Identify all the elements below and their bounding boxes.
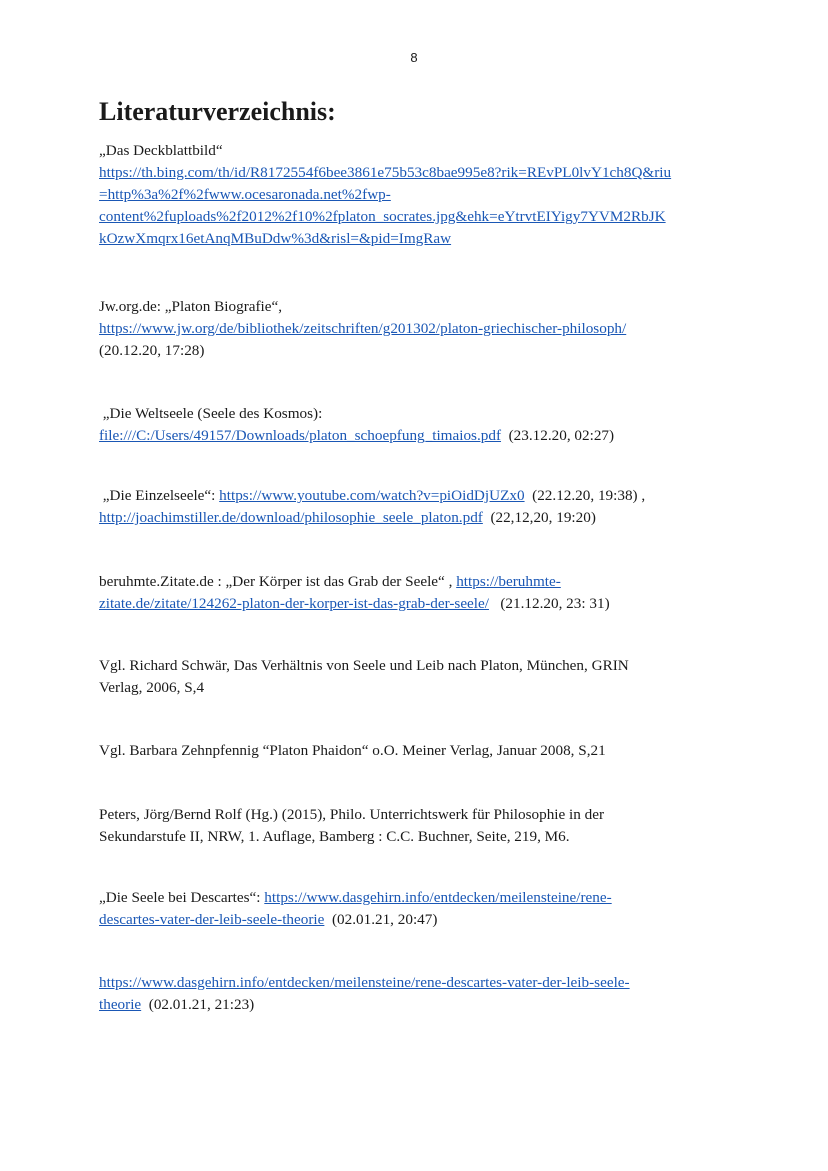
reference-dasgehirn [99, 972, 739, 1016]
reference-weltseele [99, 403, 739, 447]
dasgehirn-second-link-part-2[interactable]: theorie [99, 996, 142, 1013]
reference-einzelseele [99, 485, 739, 529]
reference-prefix: beruhmte.Zitate.de : „Der Körper ist das Grab der Seele“ , [99, 573, 457, 590]
reference-descartes [99, 887, 739, 931]
dasgehirn-link-part-1[interactable]: https://www.dasgehirn.info/entdecken/meilensteine/rene- [264, 889, 612, 906]
bing-image-link-line-2[interactable]: =http%3a%2f%2fwww.ocesaronada.net%2fwp- [99, 186, 391, 203]
reference-prefix: „Die Einzelseele“: [99, 487, 220, 504]
reference-text-line-1: Vgl. Barbara Zehnpfennig “Platon Phaidon“ o.O. Meiner Verlag, Januar 2008, S,21 [99, 742, 606, 759]
reference-prefix: „Die Seele bei Descartes“: [99, 889, 265, 906]
reference-text-line-1: Vgl. Richard Schwär, Das Verhältnis von Seele und Leib nach Platon, München, GRIN [99, 657, 629, 674]
reference-platon-biografie [99, 296, 739, 362]
access-date: (21.12.20, 23: 31) [488, 595, 610, 612]
reference-text-line-2: Sekundarstufe II, NRW, 1. Auflage, Bamberg : C.C. Buchner, Seite, 219, M6. [99, 828, 570, 845]
beruhmte-zitate-link-part-2[interactable]: zitate.de/zitate/124262-platon-der-korper-ist-das-grab-der-seele/ [99, 595, 489, 612]
access-date: (23.12.20, 02:27) [501, 427, 615, 444]
beruhmte-zitate-link-part-1[interactable]: https://beruhmte- [456, 573, 561, 590]
reference-koerper-grab [99, 571, 739, 615]
reference-label: „Das Deckblattbild“ [99, 142, 223, 159]
bing-image-link-line-1[interactable]: https://th.bing.com/th/id/R8172554f6bee3861e75b53c8bae995e8?rik=REvPL0lvY1ch8Q&riu [99, 164, 672, 181]
access-date: (02.01.21, 21:23) [141, 996, 255, 1013]
access-date: (22.12.20, 19:38) , [524, 487, 646, 504]
dasgehirn-link-part-2[interactable]: descartes-vater-der-leib-seele-theorie [99, 911, 325, 928]
bing-image-link-line-3[interactable]: content%2fuploads%2f2012%2f10%2fplaton_socrates.jpg&ehk=eYtrvtEIYigy7YVM2RbJK [99, 208, 666, 225]
dasgehirn-second-link-part-1[interactable]: https://www.dasgehirn.info/entdecken/meilensteine/rene-descartes-vater-der-leib-seele- [99, 974, 630, 991]
reference-deckblattbild [99, 140, 739, 250]
youtube-link[interactable]: https://www.youtube.com/watch?v=piOidDjUZx0 [219, 487, 525, 504]
timaios-pdf-link[interactable]: file:///C:/Users/49157/Downloads/platon_schoepfung_timaios.pdf [99, 427, 502, 444]
reference-schwaer [99, 655, 739, 699]
page-title: Literaturverzeichnis: [99, 97, 336, 126]
access-date: (20.12.20, 17:28) [99, 342, 205, 359]
jw-org-link[interactable]: https://www.jw.org/de/bibliothek/zeitschriften/g201302/platon-griechischer-philosoph/ [99, 320, 627, 337]
reference-prefix: „Die Weltseele (Seele des Kosmos): [99, 405, 323, 422]
page-number: 8 [410, 50, 418, 65]
reference-text-line-2: Verlag, 2006, S,4 [99, 679, 205, 696]
access-date: (22,12,20, 19:20) [482, 509, 596, 526]
reference-peters-rolf [99, 804, 739, 848]
access-date: (02.01.21, 20:47) [324, 911, 438, 928]
bing-image-link-line-4[interactable]: kOzwXmqrx16etAnqMBuDdw%3d&risl=&pid=ImgRaw [99, 230, 452, 247]
joachimstiller-pdf-link[interactable]: http://joachimstiller.de/download/philosophie_seele_platon.pdf [99, 509, 483, 526]
reference-prefix: Jw.org.de: „Platon Biografie“, [99, 298, 283, 315]
reference-zehnpfennig [99, 740, 739, 762]
reference-text-line-1: Peters, Jörg/Bernd Rolf (Hg.) (2015), Philo. Unterrichtswerk für Philosophie in der [99, 806, 605, 823]
